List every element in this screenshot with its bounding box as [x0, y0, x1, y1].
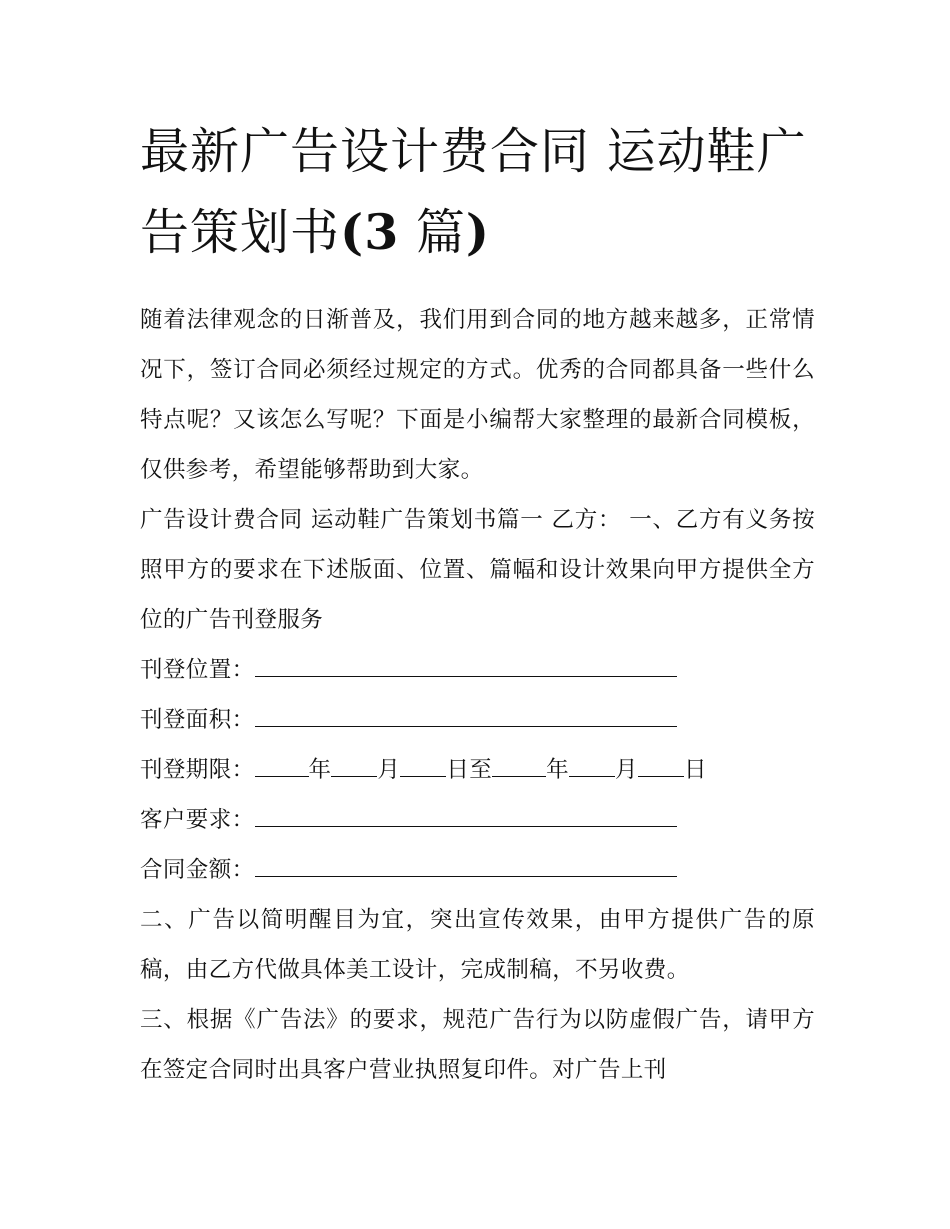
intro-paragraph: 随着法律观念的日渐普及，我们用到合同的地方越来越多，正常情况下，签订合同必须经过规定的方式。优秀的合同都具备一些什么特点呢？又该怎么写呢？下面是小编帮大家整理的最新合同模板，仅供参考，希望能够帮助到大家。	[140, 307, 815, 483]
field-area-blank[interactable]	[255, 704, 677, 727]
period-start-year-blank[interactable]	[255, 754, 309, 777]
field-period	[140, 745, 815, 795]
title-count-close: )	[465, 203, 491, 261]
document-page	[140, 112, 815, 1095]
field-position	[140, 645, 815, 695]
field-client-blank[interactable]	[255, 804, 677, 827]
title-count-unit: 篇	[399, 204, 466, 261]
field-position-blank[interactable]	[255, 654, 677, 677]
field-amount	[140, 845, 815, 895]
period-month-unit: 月	[377, 757, 401, 783]
title-count-open: (3	[340, 203, 400, 261]
field-area	[140, 695, 815, 745]
field-client-label: 客户要求：	[140, 807, 255, 833]
section-1-paragraph: 广告设计费合同 运动鞋广告策划书篇一 乙方： 一、乙方有义务按照甲方的要求在下述版面、位置、篇幅和设计效果向甲方提供全方位的广告刊登服务	[140, 507, 815, 633]
period-start-month-blank[interactable]	[331, 754, 377, 777]
title-line-1: 最新广告设计费合同 运动鞋广	[140, 123, 807, 180]
period-day-to: 日至	[446, 757, 493, 783]
period-start-day-blank[interactable]	[400, 754, 446, 777]
period-end-day-blank[interactable]	[638, 754, 684, 777]
clause-2-paragraph: 二、广告以简明醒目为宜，突出宣传效果，由甲方提供广告的原稿，由乙方代做具体美工设计，完成制稿，不另收费。	[140, 907, 815, 983]
field-client	[140, 795, 815, 845]
title-line-2	[140, 204, 490, 261]
field-area-label: 刊登面积：	[140, 707, 255, 733]
period-end-day-unit: 日	[683, 757, 707, 783]
period-end-year-unit: 年	[546, 757, 570, 783]
document-title	[140, 112, 815, 273]
title-line-2-text: 告策划书	[140, 204, 341, 261]
field-period-label: 刊登期限：	[140, 757, 255, 783]
period-end-year-blank[interactable]	[492, 754, 546, 777]
field-amount-label: 合同金额：	[140, 857, 255, 883]
period-year-unit: 年	[308, 757, 332, 783]
period-end-month-unit: 月	[615, 757, 638, 783]
clause-3-paragraph: 三、根据《广告法》的要求，规范广告行为以防虚假广告，请甲方在签定合同时出具客户营业执照复印件。对广告上刊	[140, 1007, 815, 1083]
period-end-month-blank[interactable]	[569, 754, 615, 777]
title-spacer	[140, 273, 815, 295]
field-amount-blank[interactable]	[255, 854, 677, 877]
field-position-label: 刊登位置：	[140, 657, 255, 683]
